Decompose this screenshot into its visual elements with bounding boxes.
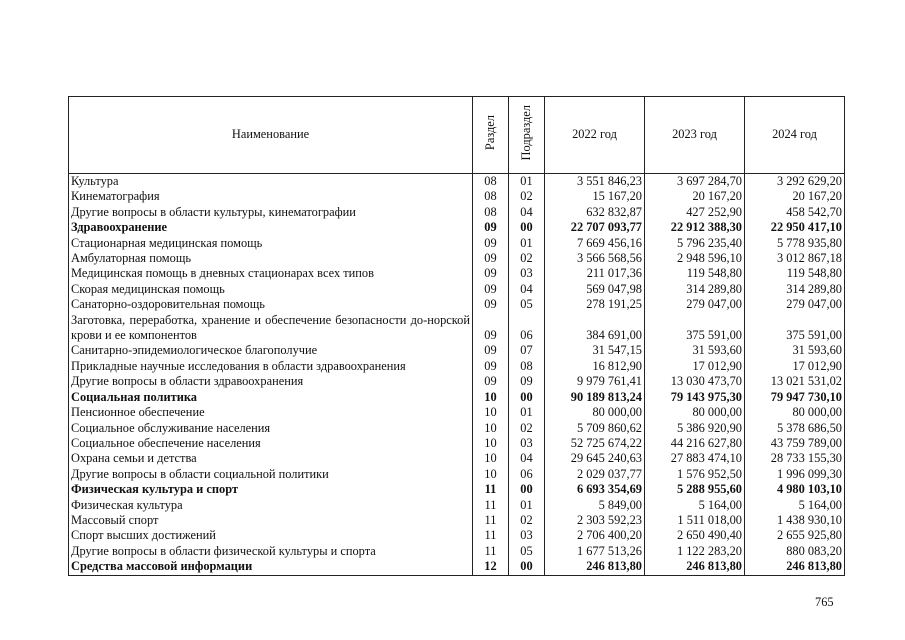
cell-2022: 278 191,25: [545, 297, 645, 312]
cell-2024: 375 591,00: [745, 313, 845, 344]
cell-2022: 569 047,98: [545, 282, 645, 297]
table-row: [69, 544, 845, 559]
cell-2024: 28 733 155,30: [745, 451, 845, 466]
cell-name: Скорая медицинская помощь: [69, 282, 473, 297]
cell-2023: 17 012,90: [645, 359, 745, 374]
cell-2022: 7 669 456,16: [545, 236, 645, 251]
table-row: [69, 451, 845, 466]
cell-name: Средства массовой информации: [69, 559, 473, 575]
cell-2022: 632 832,87: [545, 205, 645, 220]
cell-section: 09: [473, 374, 509, 389]
cell-2022: 5 709 860,62: [545, 421, 645, 436]
cell-name: Другие вопросы в области социальной политики: [69, 467, 473, 482]
cell-2023: 80 000,00: [645, 405, 745, 420]
cell-2022: 16 812,90: [545, 359, 645, 374]
cell-2023: 1 511 018,00: [645, 513, 745, 528]
cell-subsection: 01: [509, 236, 545, 251]
cell-subsection: 00: [509, 390, 545, 405]
cell-section: 09: [473, 220, 509, 235]
cell-subsection: 06: [509, 313, 545, 344]
cell-subsection: 04: [509, 451, 545, 466]
cell-2023: 5 796 235,40: [645, 236, 745, 251]
table-row: [69, 251, 845, 266]
cell-2023: 5 288 955,60: [645, 482, 745, 497]
cell-2024: 22 950 417,10: [745, 220, 845, 235]
cell-2022: 90 189 813,24: [545, 390, 645, 405]
cell-name: Стационарная медицинская помощь: [69, 236, 473, 251]
header-section: [473, 97, 509, 174]
cell-section: 09: [473, 251, 509, 266]
table-row: [69, 374, 845, 389]
cell-2022: 3 551 846,23: [545, 174, 645, 190]
cell-2024: 119 548,80: [745, 266, 845, 281]
cell-2024: 1 438 930,10: [745, 513, 845, 528]
cell-2022: 6 693 354,69: [545, 482, 645, 497]
cell-2023: 5 164,00: [645, 498, 745, 513]
cell-section: 11: [473, 482, 509, 497]
cell-subsection: 02: [509, 421, 545, 436]
cell-2024: 5 378 686,50: [745, 421, 845, 436]
cell-section: 10: [473, 451, 509, 466]
cell-2023: 2 650 490,40: [645, 528, 745, 543]
cell-2024: 2 655 925,80: [745, 528, 845, 543]
table-row: [69, 528, 845, 543]
cell-2024: 17 012,90: [745, 359, 845, 374]
cell-section: 09: [473, 282, 509, 297]
cell-name: Массовый спорт: [69, 513, 473, 528]
cell-subsection: 04: [509, 205, 545, 220]
cell-section: 09: [473, 236, 509, 251]
cell-name: Санитарно-эпидемиологическое благополучие: [69, 343, 473, 358]
cell-section: 11: [473, 513, 509, 528]
budget-table-sheet: [68, 96, 844, 576]
cell-subsection: 02: [509, 513, 545, 528]
cell-2023: 427 252,90: [645, 205, 745, 220]
cell-2022: 2 706 400,20: [545, 528, 645, 543]
table-row: [69, 220, 845, 235]
header-name: Наименование: [69, 97, 473, 174]
cell-2022: 80 000,00: [545, 405, 645, 420]
cell-name: Другие вопросы в области здравоохранения: [69, 374, 473, 389]
cell-section: 08: [473, 174, 509, 190]
cell-subsection: 02: [509, 189, 545, 204]
cell-2023: 1 122 283,20: [645, 544, 745, 559]
cell-2022: 211 017,36: [545, 266, 645, 281]
cell-2022: 22 707 093,77: [545, 220, 645, 235]
header-year-2023: 2023 год: [645, 97, 745, 174]
cell-name: Социальная политика: [69, 390, 473, 405]
table-row: [69, 513, 845, 528]
cell-2022: 384 691,00: [545, 313, 645, 344]
cell-name: Физическая культура: [69, 498, 473, 513]
table-row: [69, 174, 845, 190]
header-subsection-label: Подраздел: [518, 105, 533, 161]
cell-2023: 279 047,00: [645, 297, 745, 312]
cell-2023: 1 576 952,50: [645, 467, 745, 482]
cell-subsection: 01: [509, 174, 545, 190]
cell-2022: 246 813,80: [545, 559, 645, 575]
cell-section: 09: [473, 359, 509, 374]
cell-2022: 52 725 674,22: [545, 436, 645, 451]
cell-2024: 3 012 867,18: [745, 251, 845, 266]
cell-section: 10: [473, 390, 509, 405]
cell-2023: 3 697 284,70: [645, 174, 745, 190]
header-section-label: Раздел: [482, 115, 497, 151]
cell-2024: 246 813,80: [745, 559, 845, 575]
cell-section: 09: [473, 313, 509, 344]
cell-subsection: 02: [509, 251, 545, 266]
cell-2023: 27 883 474,10: [645, 451, 745, 466]
cell-2022: 15 167,20: [545, 189, 645, 204]
cell-name: Заготовка, переработка, хранение и обеспечение безопасности до-норской крови и ее компонентов: [69, 313, 473, 344]
table-row: [69, 405, 845, 420]
cell-subsection: 08: [509, 359, 545, 374]
header-subsection: [509, 97, 545, 174]
table-row: [69, 189, 845, 204]
cell-subsection: 00: [509, 482, 545, 497]
cell-section: 08: [473, 189, 509, 204]
cell-2024: 3 292 629,20: [745, 174, 845, 190]
cell-2023: 31 593,60: [645, 343, 745, 358]
cell-subsection: 06: [509, 467, 545, 482]
cell-section: 08: [473, 205, 509, 220]
cell-2024: 5 778 935,80: [745, 236, 845, 251]
cell-name: Кинематография: [69, 189, 473, 204]
cell-2024: 43 759 789,00: [745, 436, 845, 451]
cell-2022: 31 547,15: [545, 343, 645, 358]
cell-2023: 375 591,00: [645, 313, 745, 344]
table-row: [69, 343, 845, 358]
cell-section: 11: [473, 528, 509, 543]
table-row: [69, 421, 845, 436]
cell-subsection: 03: [509, 436, 545, 451]
cell-2023: 2 948 596,10: [645, 251, 745, 266]
cell-subsection: 05: [509, 297, 545, 312]
cell-2023: 119 548,80: [645, 266, 745, 281]
cell-section: 10: [473, 436, 509, 451]
cell-2024: 458 542,70: [745, 205, 845, 220]
table-row: [69, 390, 845, 405]
cell-2023: 20 167,20: [645, 189, 745, 204]
cell-name: Спорт высших достижений: [69, 528, 473, 543]
cell-2023: 246 813,80: [645, 559, 745, 575]
cell-2024: 4 980 103,10: [745, 482, 845, 497]
cell-2024: 314 289,80: [745, 282, 845, 297]
cell-subsection: 04: [509, 282, 545, 297]
cell-2022: 3 566 568,56: [545, 251, 645, 266]
cell-section: 11: [473, 498, 509, 513]
cell-2022: 5 849,00: [545, 498, 645, 513]
cell-section: 09: [473, 297, 509, 312]
table-row: [69, 266, 845, 281]
cell-name: Социальное обслуживание населения: [69, 421, 473, 436]
table-body: [69, 174, 845, 576]
cell-2022: 29 645 240,63: [545, 451, 645, 466]
header-year-2024: 2024 год: [745, 97, 845, 174]
table-row: [69, 436, 845, 451]
cell-2024: 279 047,00: [745, 297, 845, 312]
cell-2024: 31 593,60: [745, 343, 845, 358]
cell-2024: 880 083,20: [745, 544, 845, 559]
table-row: [69, 359, 845, 374]
page-number: 765: [815, 595, 834, 609]
cell-section: 10: [473, 405, 509, 420]
cell-name: Пенсионное обеспечение: [69, 405, 473, 420]
cell-section: 12: [473, 559, 509, 575]
cell-name: Другие вопросы в области физической культуры и спорта: [69, 544, 473, 559]
cell-subsection: 05: [509, 544, 545, 559]
cell-2024: 13 021 531,02: [745, 374, 845, 389]
cell-2022: 9 979 761,41: [545, 374, 645, 389]
table-row: [69, 559, 845, 575]
cell-name: Физическая культура и спорт: [69, 482, 473, 497]
cell-section: 09: [473, 343, 509, 358]
cell-2023: 13 030 473,70: [645, 374, 745, 389]
cell-section: 10: [473, 467, 509, 482]
cell-name: Прикладные научные исследования в области здравоохранения: [69, 359, 473, 374]
cell-subsection: 09: [509, 374, 545, 389]
cell-name: Медицинская помощь в дневных стационарах всех типов: [69, 266, 473, 281]
cell-2024: 79 947 730,10: [745, 390, 845, 405]
cell-subsection: 00: [509, 559, 545, 575]
cell-2022: 2 029 037,77: [545, 467, 645, 482]
cell-subsection: 01: [509, 498, 545, 513]
cell-2023: 5 386 920,90: [645, 421, 745, 436]
cell-section: 10: [473, 421, 509, 436]
table-row: [69, 282, 845, 297]
cell-2023: 79 143 975,30: [645, 390, 745, 405]
cell-2022: 1 677 513,26: [545, 544, 645, 559]
cell-name: Здравоохранение: [69, 220, 473, 235]
cell-subsection: 07: [509, 343, 545, 358]
cell-name: Охрана семьи и детства: [69, 451, 473, 466]
table-row: [69, 313, 845, 344]
cell-2024: 20 167,20: [745, 189, 845, 204]
table-row: [69, 236, 845, 251]
table-row: [69, 297, 845, 312]
cell-2022: 2 303 592,23: [545, 513, 645, 528]
cell-name: Другие вопросы в области культуры, кинематографии: [69, 205, 473, 220]
table-header-row: [69, 97, 845, 174]
budget-table: [68, 96, 845, 576]
cell-section: 09: [473, 266, 509, 281]
cell-name: Культура: [69, 174, 473, 190]
cell-name: Социальное обеспечение населения: [69, 436, 473, 451]
table-row: [69, 498, 845, 513]
header-year-2022: 2022 год: [545, 97, 645, 174]
cell-name: Санаторно-оздоровительная помощь: [69, 297, 473, 312]
cell-section: 11: [473, 544, 509, 559]
cell-2023: 314 289,80: [645, 282, 745, 297]
cell-subsection: 01: [509, 405, 545, 420]
table-row: [69, 205, 845, 220]
cell-2023: 44 216 627,80: [645, 436, 745, 451]
cell-2023: 22 912 388,30: [645, 220, 745, 235]
cell-subsection: 00: [509, 220, 545, 235]
cell-2024: 5 164,00: [745, 498, 845, 513]
cell-2024: 1 996 099,30: [745, 467, 845, 482]
table-row: [69, 482, 845, 497]
cell-subsection: 03: [509, 528, 545, 543]
cell-2024: 80 000,00: [745, 405, 845, 420]
table-row: [69, 467, 845, 482]
cell-name: Амбулаторная помощь: [69, 251, 473, 266]
cell-subsection: 03: [509, 266, 545, 281]
